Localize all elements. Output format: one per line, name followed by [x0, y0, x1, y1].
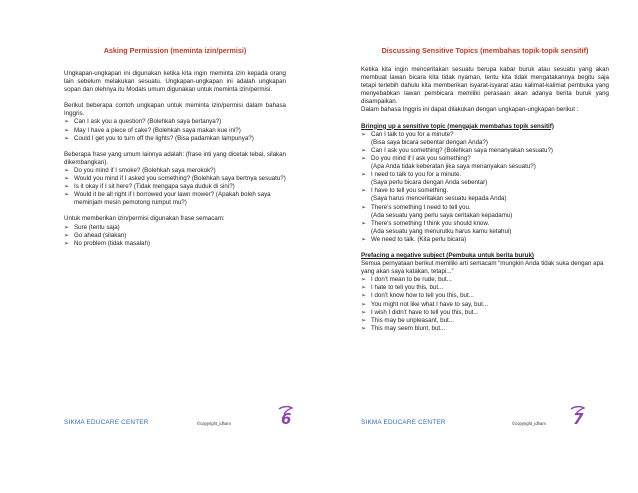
list-item: ➢ Sure (tentu saja) — [64, 224, 286, 232]
section-title: Discussing Sensitive Topics (membahas topik-topik sensitif) — [381, 46, 589, 55]
list-item: ➢ Go ahead (silakan) — [64, 232, 286, 240]
footer-brand: SIKMA EDUCARE CENTER — [361, 419, 446, 426]
list-item — [361, 204, 609, 220]
list-item — [361, 131, 609, 147]
list-item: ➢ Do you mind if I smoke? (Bolehkah saya merokok?) — [64, 167, 286, 175]
list-item: ➢ Could I get you to turn off the lights? (Bisa padamkan lampunya?) — [64, 135, 286, 143]
response-intro: Untuk memberikan izin/permisi digunakan frase semacam: — [64, 215, 225, 223]
list-item: ➢ This may seem blunt, but... — [361, 325, 609, 333]
phrase: There’s something I need to tell you. — [371, 203, 471, 211]
list-item — [361, 236, 609, 244]
list-item: ➢ Would it be all right if I borrowed your lawn mower? (Apakah boleh saya meminjam mesin pemotong rumput mu?) — [64, 191, 286, 207]
translation: (Saya harus menceritakan sesuatu kepada Anda) — [371, 195, 507, 203]
phrase: We need to talk. (Kita perlu bicara) — [371, 235, 467, 243]
translation: (Saya perlu bicara dengan Anda sebentar) — [371, 179, 488, 187]
phrase: I have to tell you something. — [371, 187, 449, 195]
section1-heading: Bringing up a sensitive topic (mengajak membahas topik sensitif) — [361, 122, 554, 130]
list-item: ➢ I hate to tell you this, but... — [361, 284, 609, 292]
section2-heading: Prefacing a negative subject (Pembuka untuk berita buruk) — [361, 251, 534, 259]
intro-paragraph: Ungkapan-ungkapan ini digunakan ketika kita ingin meminta izin kepada orang lain sebelum melakukan sesuatu. Ungkapan-ungkapan ini adalah ungkapan sopan dan olehnya itu Modals umum digunakan untuk meminta izin/permisi. — [64, 70, 286, 94]
section2-intro: Semua pernyataan berikut memiliki arti semacam “mungkin Anda tidak suka dengan apa yang akan saya katakan, tetapi...” — [361, 260, 604, 276]
section1-list — [361, 131, 609, 244]
intro-paragraph-2: Dalam bahasa Inggris ini dapat dilakukan dengan ungkapan-ungkapan berikut : — [361, 106, 579, 114]
phrase: There’s something I think you should know. — [371, 219, 490, 227]
list-item: ➢ Can I ask you a question? (Bolehkah saya bertanya?) — [64, 118, 286, 126]
list-item: ➢ I wish I didn’t have to tell you this, but... — [361, 309, 609, 317]
list-item — [361, 187, 609, 203]
list-item — [361, 220, 609, 236]
list-item: ➢ Is it okay if I sit here? (Tidak mengapa saya duduk di sini?) — [64, 183, 286, 191]
list-item: ➢ This may be unpleasant, but... — [361, 317, 609, 325]
right-content — [361, 66, 609, 333]
formal-list — [64, 167, 286, 207]
list-item: ➢ I don’t know how to tell you this, but... — [361, 292, 609, 300]
page-number: 6 — [281, 410, 292, 427]
examples-intro: Berikut beberapa contoh ungkapan untuk meminta izin/permisi dalam bahasa Inggris. — [64, 102, 286, 118]
copyright: ©copyright_idham — [197, 421, 231, 426]
footer-brand: SIKMA EDUCARE CENTER — [64, 419, 149, 426]
list-item: ➢ Would you mind if I asked you something? (Bolehkah saya bertnya sesuatu?) — [64, 175, 286, 183]
translation: (Bisa saya bicara sebentar dengan Anda?) — [371, 138, 488, 146]
page-right — [319, 0, 638, 493]
phrase: Can I talk to you for a minute? — [371, 130, 454, 138]
section2-list — [361, 276, 609, 333]
list-item: ➢ May I have a piece of cake? (Bolehkah saya makan kue ini?) — [64, 127, 286, 135]
left-content — [64, 70, 286, 248]
phrase: I need to talk to you for a minute. — [371, 171, 462, 179]
list-item: ➢ I don’t mean to be rude, but... — [361, 276, 609, 284]
list-item: ➢ No problem (tidak masalah) — [64, 240, 286, 248]
examples-list — [64, 118, 286, 142]
translation: (Ada sesuatu yang menurutku harus kamu ketahui) — [371, 227, 512, 235]
translation: (Apa Anda tidak keberatan jika saya menanyakan sesuatu?) — [371, 163, 536, 171]
list-item — [361, 155, 609, 171]
phrase: Can I ask you something? (Bolehkan saya menanyakan sesuatu?) — [371, 146, 553, 154]
section-title: Asking Permission (meminta izin/permisi) — [103, 46, 247, 55]
translation: (Ada sesuatu yang perlu saya ceritakan kepadamu) — [371, 211, 513, 219]
page-number-icon — [277, 405, 293, 427]
formal-intro: Beberapa frase yang umum lainnya adalah: (frase inti yang dicetak tebal, silakan dikembangkan). — [64, 150, 286, 166]
list-item: ➢ You might not like what I have to say, but... — [361, 301, 609, 309]
list-item — [361, 171, 609, 187]
phrase: Do you mind if I ask you something? — [371, 154, 471, 162]
page-number: 7 — [573, 410, 584, 427]
intro-paragraph: Ketika kita ingin menceritakan sesuatu berupa kabar buruk atau sesuatu yang akan membuat lawan bicara kita tidak nyaman, tentu kita tidak mengatakannya begitu saja tetapi terlebih dahulu kita memberikan isyarat-isyarat atau kalimat-kalimat pembuka yang menyebabkan lawan pembicara memiliki perasaan akan adanya berita buruk yang disampaikan. — [361, 66, 609, 106]
list-item — [361, 147, 609, 155]
copyright: ©copyright_idham — [512, 421, 546, 426]
page-number-icon — [569, 405, 585, 427]
responses-list — [64, 224, 286, 248]
